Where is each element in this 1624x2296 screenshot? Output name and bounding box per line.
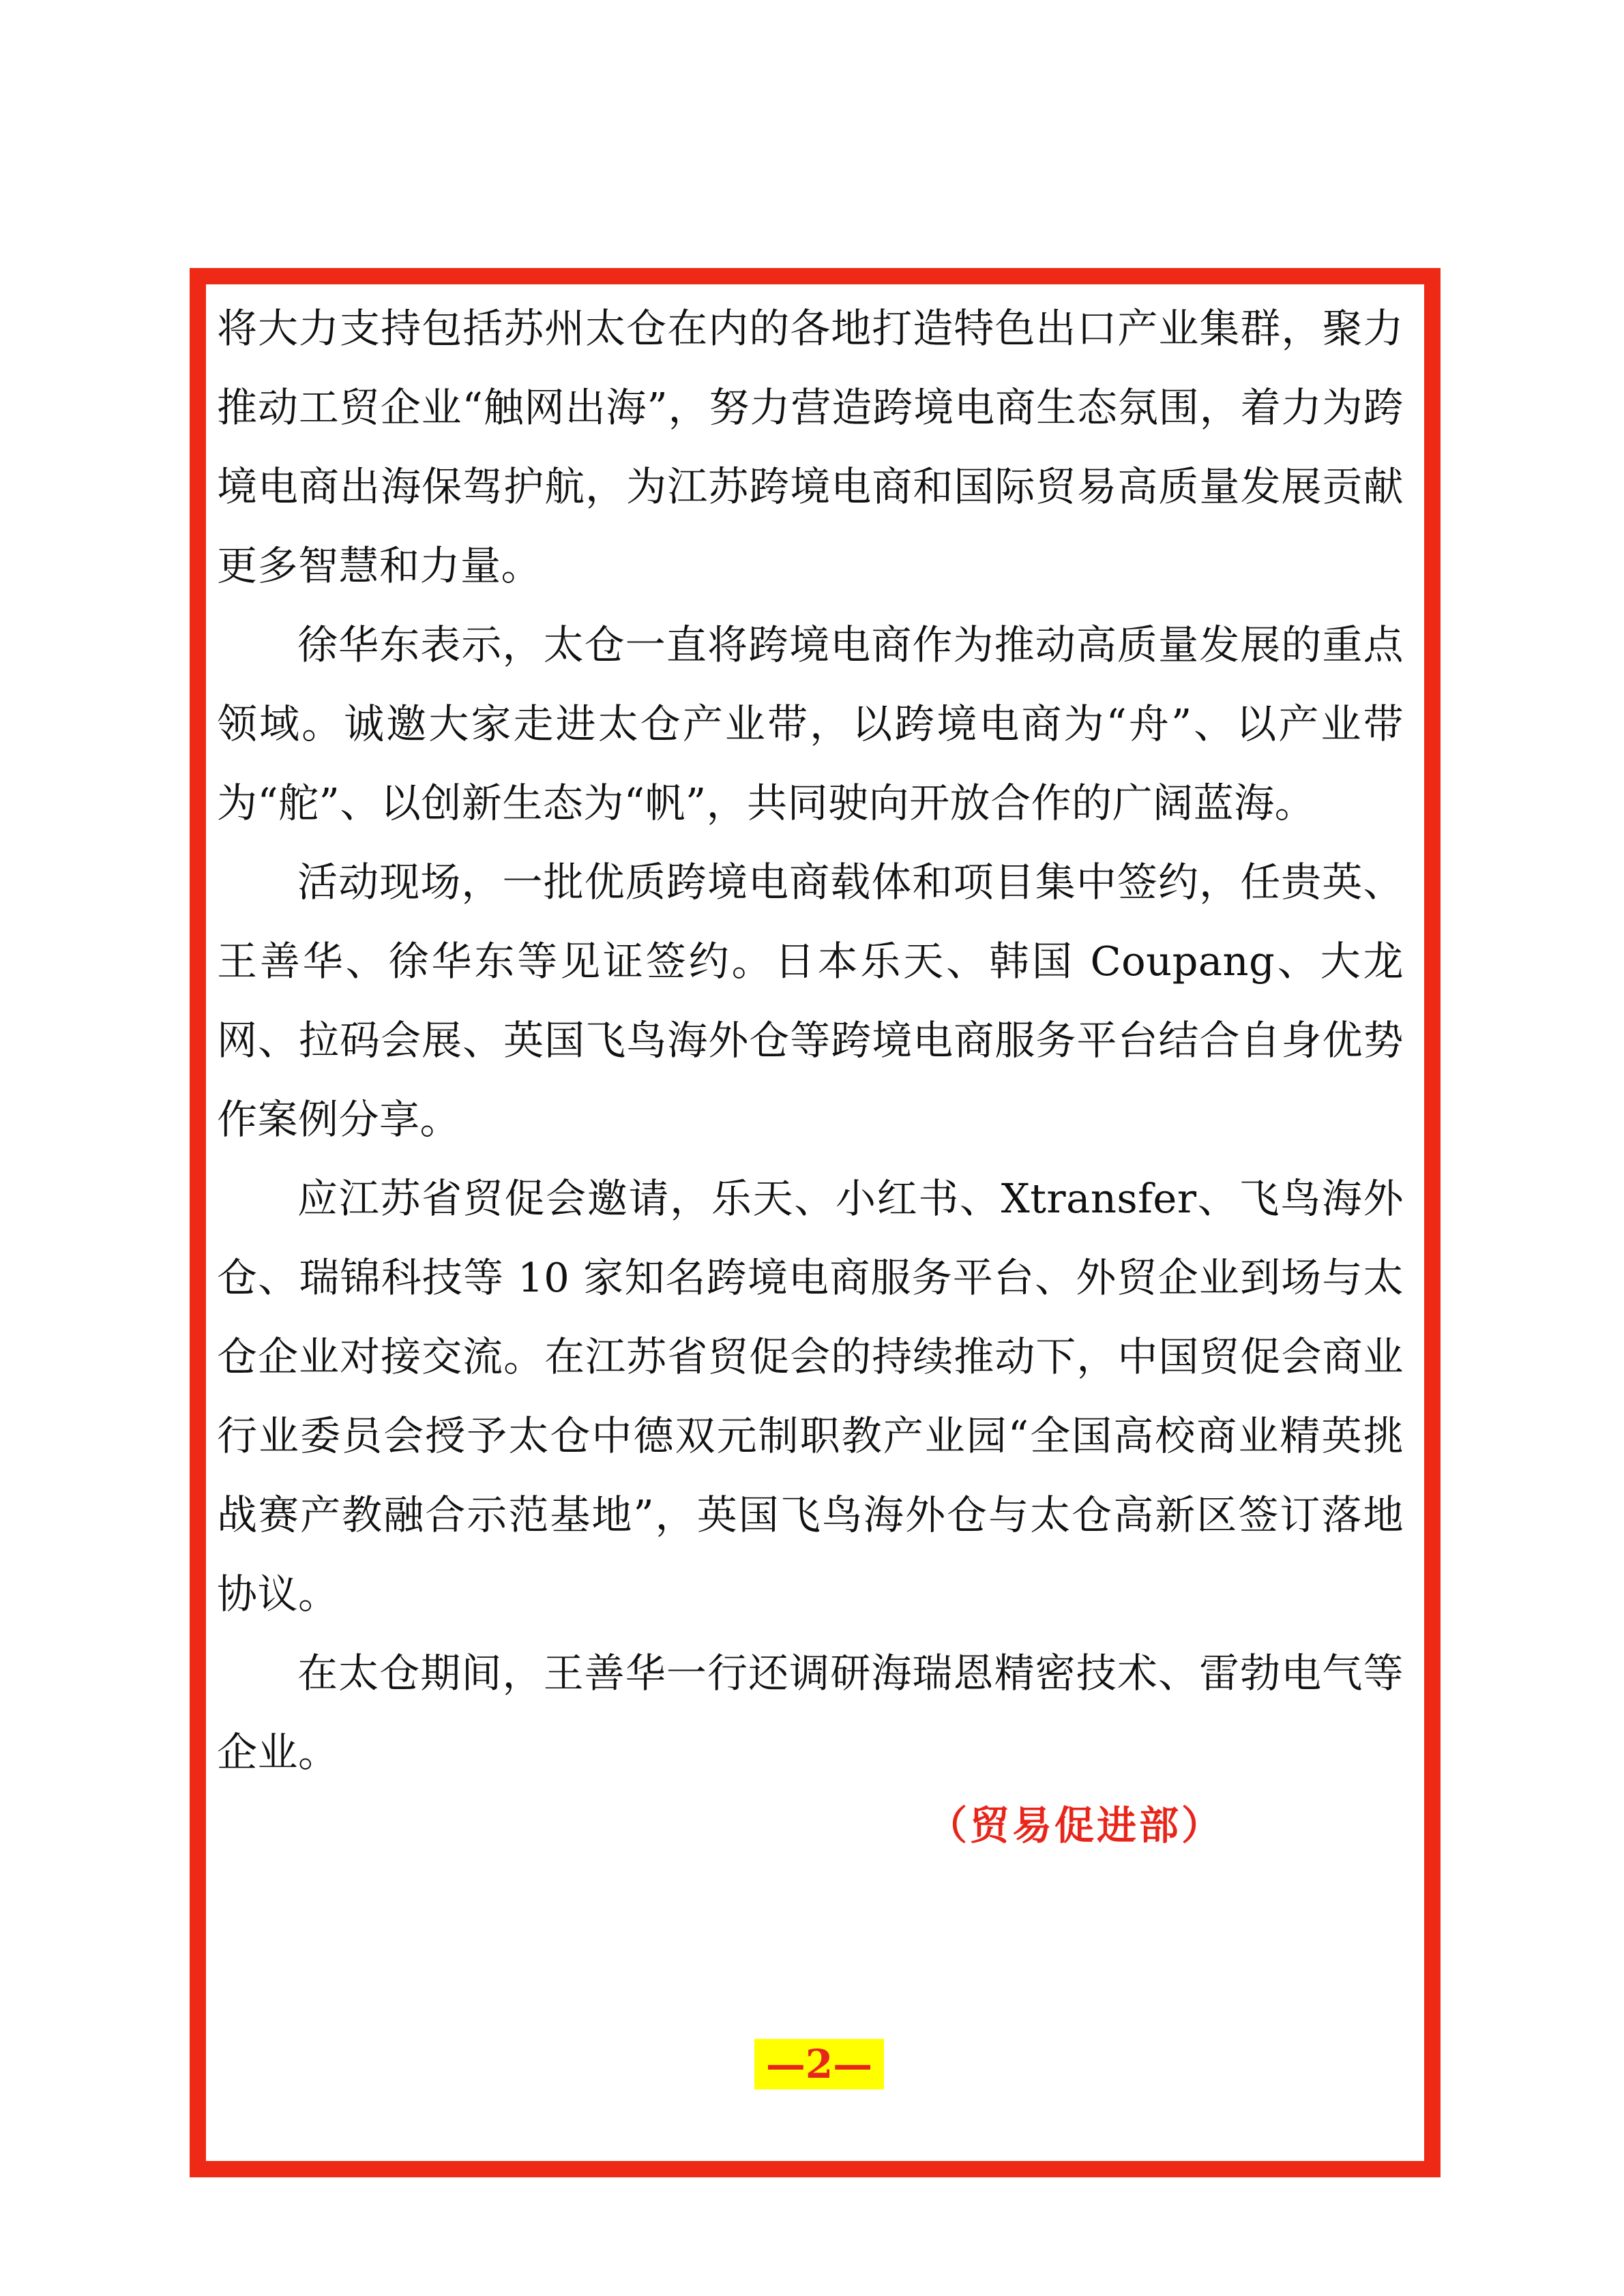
paragraph-2: 徐华东表示，太仓一直将跨境电商作为推动高质量发展的重点领域。诚邀大家走进太仓产业带，以跨境电商为“舟”、以产业带为“舵”、以创新生态为“帆”，共同驶向开放合作的广阔蓝海。 (217, 621, 1404, 826)
paragraph-4: 应江苏省贸促会邀请，乐天、小红书、Xtransfer、飞鸟海外仓、瑞锦科技等 10 家知名跨境电商服务平台、外贸企业到场与太仓企业对接交流。在江苏省贸促会的持续推动下，中国贸促会商业行业委员会授予太仓中德双元制职教产业园“全国高校商业精英挑战赛产教融合示范基地”，英国飞鸟海外仓与太仓高新区签订落地协议。 (217, 1175, 1404, 1617)
department-signature: （贸易促进部） (928, 1802, 1224, 1849)
paragraph-5: 在太仓期间，王善华一行还调研海瑞恩精密技术、雷勃电气等企业。 (217, 1650, 1404, 1776)
paragraph-3: 活动现场，一批优质跨境电商载体和项目集中签约，任贵英、王善华、徐华东等见证签约。日本乐天、韩国 Coupang、大龙网、拉码会展、英国飞鸟海外仓等跨境电商服务平台结合自身优势作案例分享。 (217, 859, 1404, 1143)
page-number: —2— (754, 2039, 884, 2089)
article-body (217, 289, 1404, 1792)
paragraph-1: 将大力支持包括苏州太仓在内的各地打造特色出口产业集群，聚力推动工贸企业“触网出海”，努力营造跨境电商生态氛围，着力为跨境电商出海保驾护航，为江苏跨境电商和国际贸易高质量发展贡献更多智慧和力量。 (217, 305, 1404, 589)
